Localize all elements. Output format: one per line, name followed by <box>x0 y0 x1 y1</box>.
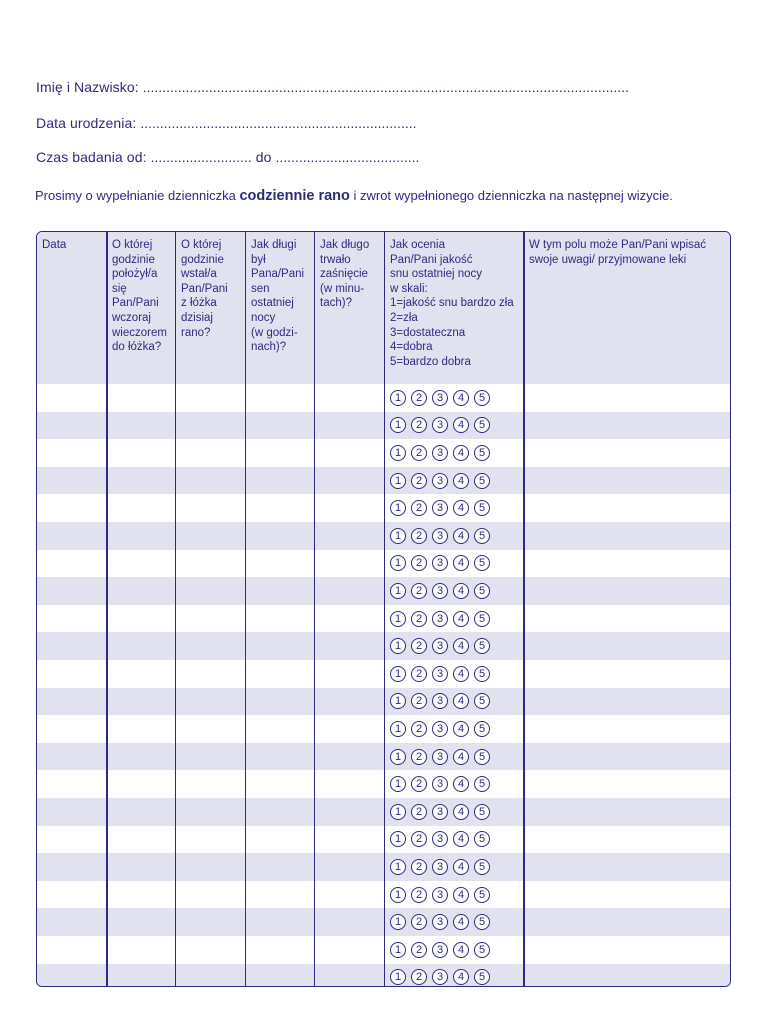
rating-option[interactable]: 5 <box>474 693 490 709</box>
rating-option[interactable]: 5 <box>474 583 490 599</box>
rating-option[interactable]: 1 <box>390 942 406 958</box>
rating-option[interactable]: 4 <box>453 776 469 792</box>
rating-option[interactable]: 1 <box>390 417 406 433</box>
rating-option[interactable]: 4 <box>453 666 469 682</box>
rating-option[interactable]: 1 <box>390 555 406 571</box>
header-line: 2=zła <box>390 311 418 324</box>
rating-option[interactable]: 1 <box>390 859 406 875</box>
rating-option[interactable]: 4 <box>453 500 469 516</box>
rating-option[interactable]: 5 <box>474 638 490 654</box>
header-line: do łóżka? <box>112 341 162 354</box>
rating-scale-row <box>390 908 490 936</box>
header-line: Jak długi <box>251 239 297 251</box>
rating-option[interactable]: 4 <box>453 721 469 737</box>
rating-scale-row <box>390 688 490 716</box>
rating-scale-row <box>390 412 490 440</box>
rating-option[interactable]: 1 <box>390 611 406 627</box>
rating-option[interactable]: 1 <box>390 473 406 489</box>
instruction-part-2: i zwrot wypełnionego dzienniczka na następnej wizycie. <box>349 188 673 203</box>
rating-option[interactable]: 1 <box>390 721 406 737</box>
header-line: rano? <box>181 326 211 339</box>
rating-option[interactable]: 5 <box>474 776 490 792</box>
column-header-date <box>42 238 66 253</box>
rating-option[interactable]: 5 <box>474 611 490 627</box>
rating-option[interactable]: 1 <box>390 887 406 903</box>
rating-scale-row <box>390 743 490 771</box>
rating-option[interactable]: 2 <box>411 473 427 489</box>
rating-option[interactable]: 3 <box>432 473 448 489</box>
rating-option[interactable]: 2 <box>411 638 427 654</box>
rating-scale-row <box>390 936 490 964</box>
header-line: nocy <box>251 311 276 324</box>
rating-option[interactable]: 3 <box>432 555 448 571</box>
rating-scale-row <box>390 550 490 578</box>
rating-option[interactable]: 4 <box>453 390 469 406</box>
rating-option[interactable]: 3 <box>432 417 448 433</box>
rating-option[interactable]: 4 <box>453 749 469 765</box>
header-line: 5=bardzo dobra <box>390 355 471 368</box>
rating-option[interactable]: 2 <box>411 693 427 709</box>
header-line: Jak ocenia <box>390 239 445 251</box>
rating-option[interactable]: 2 <box>411 859 427 875</box>
rating-option[interactable]: 3 <box>432 445 448 461</box>
study-period-label: Czas badania od: <box>36 149 147 165</box>
header-line: Pan/Pani <box>181 282 228 295</box>
header-line: dzisiaj <box>181 311 213 324</box>
rating-option[interactable]: 2 <box>411 804 427 820</box>
column-divider <box>175 232 176 986</box>
rating-option[interactable]: 1 <box>390 638 406 654</box>
rating-option[interactable]: 2 <box>411 942 427 958</box>
rating-option[interactable]: 4 <box>453 611 469 627</box>
rating-scale-row <box>390 467 490 495</box>
rating-option[interactable]: 1 <box>390 914 406 930</box>
rating-option[interactable]: 5 <box>474 555 490 571</box>
rating-option[interactable]: 2 <box>411 611 427 627</box>
rating-option[interactable]: 4 <box>453 638 469 654</box>
rating-scale-row <box>390 826 490 854</box>
rating-scale-row <box>390 770 490 798</box>
rating-option[interactable]: 3 <box>432 721 448 737</box>
header-line: 4=dobra <box>390 341 433 354</box>
header-line: wstał/a <box>181 268 217 281</box>
header-line: Pan/Pani <box>112 297 159 310</box>
rating-option[interactable]: 3 <box>432 942 448 958</box>
rating-option[interactable]: 4 <box>453 417 469 433</box>
rating-option[interactable]: 3 <box>432 969 448 985</box>
study-period-field[interactable] <box>36 149 419 165</box>
rating-option[interactable]: 5 <box>474 473 490 489</box>
column-divider <box>245 232 246 986</box>
rating-option[interactable]: 2 <box>411 528 427 544</box>
rating-option[interactable]: 4 <box>453 583 469 599</box>
rating-option[interactable]: 5 <box>474 721 490 737</box>
header-line: się <box>112 282 127 295</box>
rating-option[interactable]: 3 <box>432 500 448 516</box>
header-line: godzinie <box>112 253 155 266</box>
rating-option[interactable]: 3 <box>432 804 448 820</box>
rating-option[interactable]: 4 <box>453 473 469 489</box>
header-line: 1=jakość snu bardzo zła <box>390 297 514 310</box>
column-header-bedtime <box>112 238 167 355</box>
birth-date-label: Data urodzenia: <box>36 115 137 131</box>
rating-option[interactable]: 1 <box>390 969 406 985</box>
rating-option[interactable]: 5 <box>474 500 490 516</box>
rating-option[interactable]: 1 <box>390 445 406 461</box>
rating-option[interactable]: 5 <box>474 942 490 958</box>
rating-option[interactable]: 4 <box>453 445 469 461</box>
header-line: trwało <box>320 253 351 266</box>
rating-option[interactable]: 4 <box>453 914 469 930</box>
rating-scale-row <box>390 798 490 826</box>
study-period-separator: do <box>255 149 272 165</box>
rating-option[interactable]: 1 <box>390 528 406 544</box>
rating-option[interactable]: 4 <box>453 528 469 544</box>
rating-option[interactable]: 3 <box>432 776 448 792</box>
header-line: tach)? <box>320 297 352 310</box>
header-line: (w godzi- <box>251 326 298 339</box>
rating-option[interactable]: 1 <box>390 749 406 765</box>
rating-option[interactable]: 3 <box>432 638 448 654</box>
rating-option[interactable]: 1 <box>390 390 406 406</box>
rating-scale-row <box>390 715 490 743</box>
rating-option[interactable]: 5 <box>474 831 490 847</box>
rating-option[interactable]: 4 <box>453 555 469 571</box>
instruction-part-1: Prosimy o wypełnianie dzienniczka <box>35 188 240 203</box>
header-line: wieczorem <box>112 326 167 339</box>
header-line: był <box>251 253 266 266</box>
rating-option[interactable]: 2 <box>411 583 427 599</box>
rating-scale-row <box>390 577 490 605</box>
study-to-dotted-line[interactable]: ..................................... <box>275 149 420 165</box>
rating-option[interactable]: 3 <box>432 528 448 544</box>
rating-scale-row <box>390 494 490 522</box>
rating-option[interactable]: 5 <box>474 969 490 985</box>
column-divider <box>384 232 385 986</box>
header-line: Data <box>42 239 67 251</box>
column-header-sleep-duration <box>251 238 304 355</box>
rating-option[interactable]: 1 <box>390 666 406 682</box>
header-line: położył/a <box>112 268 158 281</box>
header-line: W tym polu może Pan/Pani wpisać <box>529 239 707 251</box>
rating-option[interactable]: 2 <box>411 914 427 930</box>
column-header-sleep-latency <box>320 238 369 311</box>
rating-option[interactable]: 4 <box>453 887 469 903</box>
rating-option[interactable]: 1 <box>390 500 406 516</box>
rating-scale-row <box>390 881 490 909</box>
rating-option[interactable]: 2 <box>411 500 427 516</box>
column-divider <box>314 232 315 986</box>
header-line: O której <box>112 239 153 251</box>
header-line: wczoraj <box>112 311 151 324</box>
rating-option[interactable]: 5 <box>474 390 490 406</box>
rating-option[interactable]: 4 <box>453 969 469 985</box>
header-line: w skali: <box>390 282 428 295</box>
header-line: ostatniej <box>251 297 294 310</box>
rating-option[interactable]: 2 <box>411 721 427 737</box>
rating-scale-row <box>390 384 490 412</box>
rating-option[interactable]: 1 <box>390 583 406 599</box>
header-line: godzinie <box>181 253 224 266</box>
rating-option[interactable]: 2 <box>411 445 427 461</box>
column-divider <box>106 232 108 986</box>
header-line: snu ostatniej nocy <box>390 268 483 281</box>
rating-option[interactable]: 3 <box>432 749 448 765</box>
header-line: sen <box>251 282 270 295</box>
header-line: z łóżka <box>181 297 217 310</box>
rating-option[interactable]: 5 <box>474 417 490 433</box>
rating-scale-row <box>390 660 490 688</box>
rating-option[interactable]: 1 <box>390 693 406 709</box>
header-line: Pan/Pani jakość <box>390 253 473 266</box>
rating-option[interactable]: 4 <box>453 859 469 875</box>
rating-option[interactable]: 4 <box>453 804 469 820</box>
rating-option[interactable]: 3 <box>432 583 448 599</box>
header-line: (w minu- <box>320 282 365 295</box>
rating-option[interactable]: 2 <box>411 417 427 433</box>
header-line: nach)? <box>251 341 287 354</box>
rating-option[interactable]: 2 <box>411 555 427 571</box>
rating-option[interactable]: 5 <box>474 749 490 765</box>
study-from-dotted-line[interactable]: .......................... <box>150 149 252 165</box>
instruction-emphasis: codziennie rano <box>239 188 350 204</box>
rating-option[interactable]: 3 <box>432 831 448 847</box>
rating-option[interactable]: 5 <box>474 666 490 682</box>
column-header-wake-time <box>181 238 228 340</box>
rating-option[interactable]: 2 <box>411 831 427 847</box>
rating-option[interactable]: 5 <box>474 804 490 820</box>
rating-option[interactable]: 4 <box>453 693 469 709</box>
rating-option[interactable]: 1 <box>390 804 406 820</box>
header-line: Jak długo <box>320 239 370 251</box>
rating-scale-row <box>390 522 490 550</box>
rating-option[interactable]: 2 <box>411 666 427 682</box>
birth-date-dotted-line[interactable]: ....................................................................... <box>140 115 417 131</box>
header-line: Pana/Pani <box>251 268 305 281</box>
name-dotted-line[interactable]: ............................................................................................................................. <box>142 79 629 95</box>
rating-option[interactable]: 2 <box>411 969 427 985</box>
rating-scale-row <box>390 853 490 881</box>
rating-scale-row <box>390 632 490 660</box>
rating-scale-row <box>390 439 490 467</box>
instruction-text <box>35 188 673 204</box>
rating-option[interactable]: 2 <box>411 390 427 406</box>
header-line: O której <box>181 239 222 251</box>
rating-option[interactable]: 3 <box>432 693 448 709</box>
rating-option[interactable]: 5 <box>474 528 490 544</box>
rating-option[interactable]: 1 <box>390 831 406 847</box>
header-line: 3=dostateczna <box>390 326 466 339</box>
rating-option[interactable]: 3 <box>432 666 448 682</box>
rating-option[interactable]: 2 <box>411 749 427 765</box>
column-header-notes <box>529 238 706 267</box>
rating-option[interactable]: 3 <box>432 611 448 627</box>
rating-option[interactable]: 3 <box>432 859 448 875</box>
name-field[interactable] <box>36 79 629 95</box>
column-divider <box>523 232 525 986</box>
rating-option[interactable]: 4 <box>453 831 469 847</box>
rating-option[interactable]: 4 <box>453 942 469 958</box>
sleep-diary-table <box>36 231 731 987</box>
rating-option[interactable]: 5 <box>474 445 490 461</box>
birth-date-field[interactable] <box>36 115 417 131</box>
rating-option[interactable]: 1 <box>390 776 406 792</box>
rating-scale-row <box>390 605 490 633</box>
rating-option[interactable]: 5 <box>474 914 490 930</box>
column-header-sleep-quality <box>390 238 514 369</box>
rating-option[interactable]: 2 <box>411 776 427 792</box>
rating-option[interactable]: 5 <box>474 887 490 903</box>
rating-option[interactable]: 3 <box>432 390 448 406</box>
rating-option[interactable]: 3 <box>432 887 448 903</box>
rating-option[interactable]: 2 <box>411 887 427 903</box>
header-line: zaśnięcie <box>320 268 368 281</box>
name-label: Imię i Nazwisko: <box>36 79 139 95</box>
rating-option[interactable]: 5 <box>474 859 490 875</box>
rating-scale-row <box>390 964 490 987</box>
header-line: swoje uwagi/ przyjmowane leki <box>529 253 687 266</box>
rating-option[interactable]: 3 <box>432 914 448 930</box>
